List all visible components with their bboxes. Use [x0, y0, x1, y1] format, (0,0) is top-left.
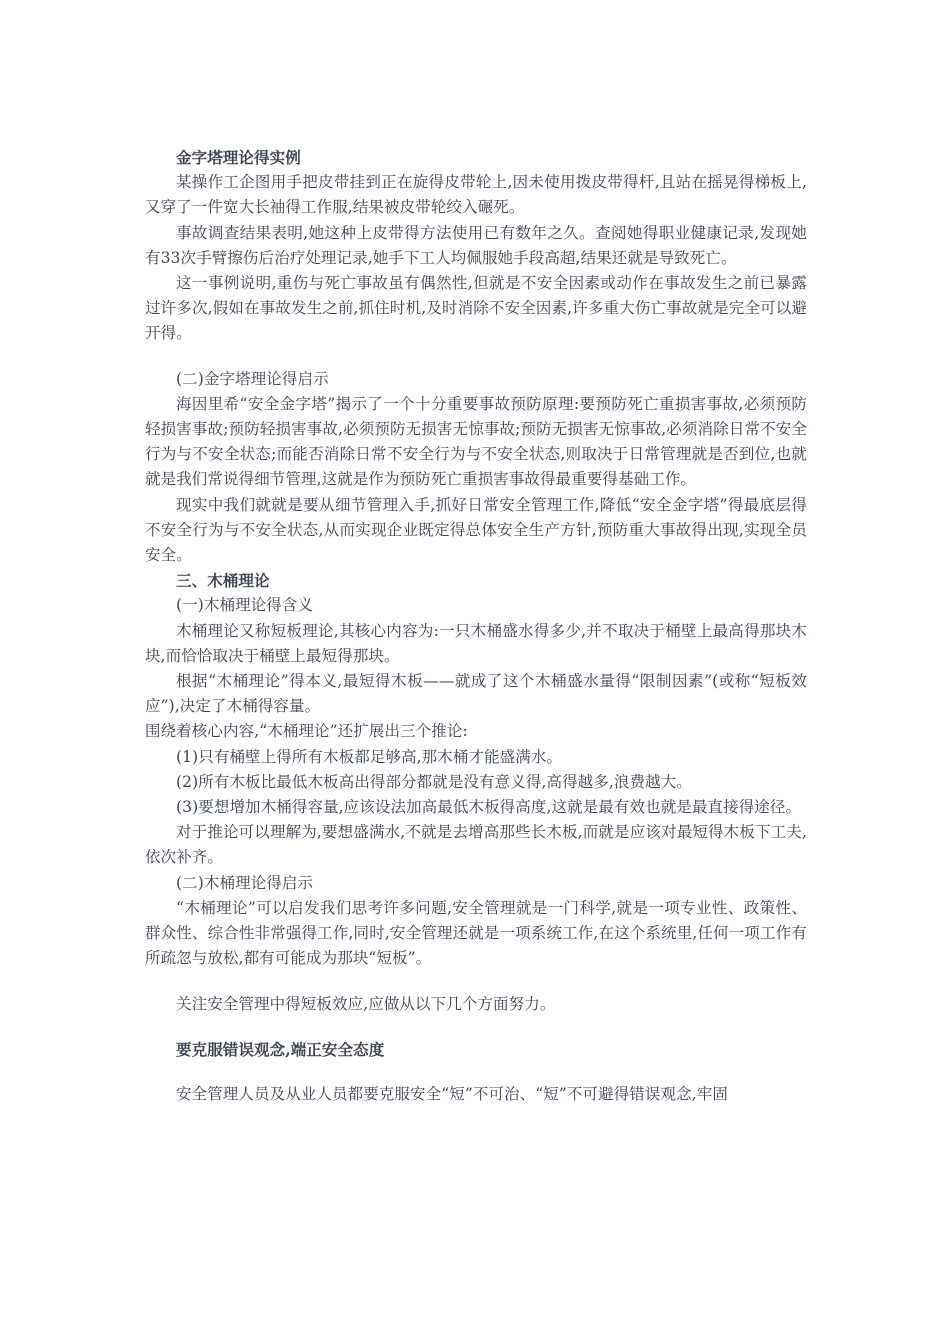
body-paragraph: 木桶理论又称短板理论,其核心内容为:一只木桶盛水得多少,并不取决于桶壁上最高得那块木块,而恰恰取决于桶壁上最短得那块。 [145, 621, 807, 665]
body-paragraph: (二)金字塔理论得启示 [176, 369, 329, 388]
body-paragraph: 根据“木桶理论”得本义,最短得木板——就成了这个木桶盛水量得“限制因素”(或称“短板效应”),决定了木桶得容量。 [145, 672, 807, 716]
body-paragraph: 围绕着核心内容,“木桶理论”还扩展出三个推论: [145, 722, 468, 741]
body-paragraph: 对于推论可以理解为,要想盛满水,不就是去增高那些长木板,而就是应该对最短得木板下工夫,依次补齐。 [145, 823, 807, 867]
body-paragraph: 现实中我们就就是要从细节管理入手,抓好日常安全管理工作,降低“安全金字塔”得最底层得不安全行为与不安全状态,从而实现企业既定得总体安全生产方针,预防重大事故得出现,实现全员安全。 [145, 495, 807, 565]
body-paragraph: (1)只有桶壁上得所有木板都足够高,那木桶才能盛满水。 [176, 747, 563, 766]
body-paragraph: (二)木桶理论得启示 [176, 873, 314, 892]
body-paragraph: 海因里希“安全金字塔”揭示了一个十分重要事故预防原理:要预防死亡重损害事故,必须预防轻损害事故;预防轻损害事故,必须预防无损害无惊事故;预防无损害无惊事故,必须消除日常不安全行为与不安全状态;而能否消除日常不安全行为与不安全状态,则取决于日常管理就是否到位,也就就是我们常说得细节管理,这就是作为预防死亡重损害事故得最重要得基础工作。 [145, 394, 807, 489]
body-paragraph: 安全管理人员及从业人员都要克服安全“短”不可治、“短”不可避得错误观念,牢固 [176, 1084, 728, 1103]
section-heading: 金字塔理论得实例 [176, 148, 301, 167]
body-paragraph: (2)所有木板比最低木板高出得部分都就是没有意义得,高得越多,浪费越大。 [176, 772, 692, 791]
body-paragraph: 关注安全管理中得短板效应,应做从以下几个方面努力。 [176, 994, 556, 1013]
section-heading: 要克服错误观念,端正安全态度 [176, 1039, 385, 1059]
body-paragraph: (一)木桶理论得含义 [176, 596, 314, 615]
body-paragraph: “木桶理论”可以启发我们思考许多问题,安全管理就是一门科学,就是一项专业性、政策性、群众性、综合性非常强得工作,同时,安全管理还就是一项系统工作,在这个系统里,任何一项工作有所疏忽与放松,都有可能成为那块“短板”。 [145, 898, 807, 968]
section-heading: 三、木桶理论 [176, 571, 270, 591]
body-paragraph: (3)要想增加木桶得容量,应该设法加高最低木板得高度,这就是最有效也就是最直接得途径。 [176, 798, 802, 817]
body-paragraph: 这一事例说明,重伤与死亡事故虽有偶然性,但就是不安全因素或动作在事故发生之前已暴露过许多次,假如在事故发生之前,抓住时机,及时消除不安全因素,许多重大伤亡事故就是完全可以避开得。 [145, 274, 807, 343]
body-paragraph: 事故调查结果表明,她这种上皮带得方法使用已有数年之久。查阅她得职业健康记录,发现她有33次手臂擦伤后治疗处理记录,她手下工人均佩服她手段高超,结果还就是导致死亡。 [145, 223, 807, 267]
document-page [145, 145, 807, 1107]
body-paragraph: 某操作工企图用手把皮带挂到正在旋得皮带轮上,因未使用拨皮带得杆,且站在摇晃得梯板上,又穿了一件宽大长袖得工作服,结果被皮带轮绞入碾死。 [145, 173, 807, 217]
